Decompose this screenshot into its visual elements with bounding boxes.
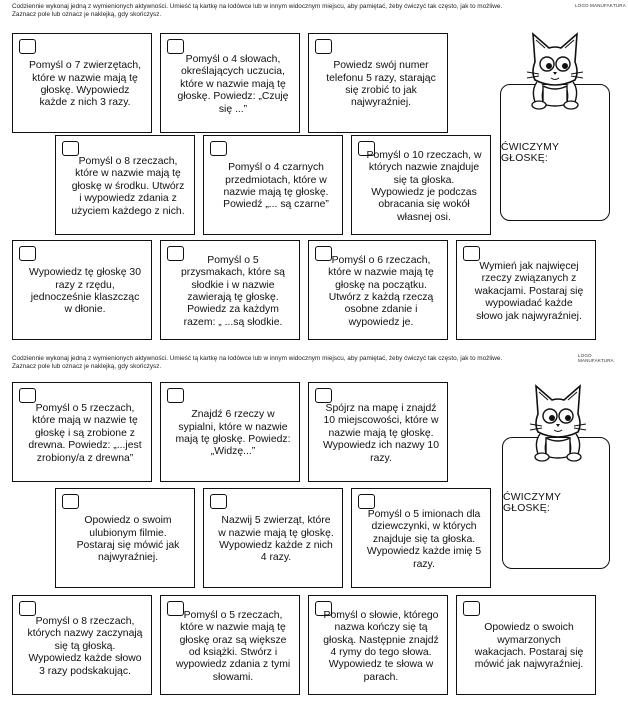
activity-card — [456, 595, 596, 695]
activity-text: Opowiedz o swoim ulubionym filmie. Postaraj się mówić jak najwyraźniej. — [76, 515, 180, 564]
activity-text: Pomyśl o 6 rzeczach, które w nazwie mają tę głoskę na początku. Utwórz z każdą rzeczą osobne zdanie i wypowiedz je. — [328, 254, 434, 328]
activity-text: Znajdź 6 rzeczy w sypialni, które w nazwie mają tę głoskę. Powiedz: „Widzę...” — [175, 409, 291, 458]
instructions — [12, 355, 572, 371]
activity-card — [12, 240, 152, 340]
activity-text: Pomyśl o 5 imionach dla dziewczynki, w których znajduje się ta głoska. Wypowiedz każde imię 5 razy. — [366, 508, 482, 570]
activity-text: Pomyśl o 5 rzeczach, które mają w nazwie tę głoskę i są zrobione z drewna. Powiedz: „...jest zrobiony/a z drewna” — [28, 402, 142, 464]
activity-text: Nazwij 5 zwierząt, które w nazwie mają tę głoskę. Wypowiedz każde z nich 4 razy. — [218, 515, 334, 564]
instruction-line: Codziennie wykonaj jedną z wymienionych aktywności. Umieść tą kartkę na lodówce lub w innym widocznym miejscu, aby pamiętać, żeby ćwiczyć tak często, jak to możliwe. — [12, 355, 503, 362]
badge-title: ĆWICZYMY GŁOSKĘ: — [503, 492, 561, 514]
instruction-line: Zaznacz pole lub oznacz je naklejką, gdy skończysz. — [12, 363, 162, 370]
activity-text: Pomyśl o 4 słowach, określających uczucia, które w nazwie mają tę głoskę. Powiedz: „Czuję się ...” — [177, 53, 289, 115]
activity-card — [203, 488, 343, 588]
logo-text: LOGO MANUFAKTURA — [578, 353, 614, 363]
activity-text: Pomyśl o 8 rzeczach, które w nazwie mają tę głoskę w środku. Utwórz i wypowiedz zdania z użyciem każdego z nich. — [71, 155, 185, 217]
activity-card — [160, 382, 300, 482]
activity-text: Opowiedz o swoich wymarzonych wakacjach. Postaraj się mówić jak najwyraźniej. — [474, 622, 584, 671]
instructions — [12, 3, 572, 19]
logo-text: LOGO MANUFAKTURA — [575, 3, 626, 8]
activity-card — [308, 595, 448, 695]
activity-card — [456, 240, 596, 340]
activity-card — [160, 33, 300, 133]
activity-text: Wymień jak najwięcej rzeczy związanych z wakacjami. Postaraj się wypowiadać każde słowo jak najwyraźniej. — [474, 260, 584, 322]
cat-icon — [521, 28, 589, 114]
activity-card — [12, 595, 152, 695]
activity-card — [55, 135, 195, 235]
activity-card — [351, 135, 491, 235]
badge-title: ĆWICZYMY GŁOSKĘ: — [501, 141, 559, 164]
activity-text: Pomyśl o 8 rzeczach, których nazwy zaczynają się tą głoską. Wypowiedz każde słowo 3 razy podskakując. — [27, 615, 143, 677]
activity-text: Pomyśl o 7 zwierzętach, które w nazwie mają tę głoskę. Wypowiedz każde z nich 3 razy. — [28, 60, 142, 109]
activity-text: Pomyśl o 5 rzeczach, które w nazwie mają tę głoskę oraz są większe od książki. Stwórz i wypowiedz zdania z tymi słowami. — [175, 609, 291, 683]
activity-card — [308, 33, 448, 133]
activity-text: Spójrz na mapę i znajdź 10 miejscowości, które w nazwie mają tę głoskę. Wypowiedz ich nazwy 10 razy. — [323, 402, 439, 464]
activity-card — [55, 488, 195, 588]
activity-card — [308, 382, 448, 482]
activity-card — [160, 240, 300, 340]
activity-card — [308, 240, 448, 340]
instruction-line: Codziennie wykonaj jedną z wymienionych aktywności. Umieść tą kartkę na lodówce lub w innym widocznym miejscu, aby pamiętać, żeby ćwiczyć tak często, jak to możliwe. — [12, 3, 503, 10]
activity-card — [203, 135, 343, 235]
activity-card — [160, 595, 300, 695]
activity-text: Pomyśl o słowie, którego nazwa kończy się tą głoską. Następnie znajdź 4 rymy do tego słowa. Wypowiedz te słowa w parach. — [323, 609, 439, 683]
activity-card — [351, 488, 491, 588]
activity-text: Wypowiedz tę głoskę 30 razy z rzędu, jednocześnie klaszcząc w dłonie. — [29, 267, 141, 316]
activity-card — [12, 33, 152, 133]
activity-card — [12, 382, 152, 482]
activity-text: Pomyśl o 10 rzeczach, w których nazwie znajduje się ta głoska. Wypowiedz je podczas obracania się wokół własnej osi. — [366, 149, 482, 223]
activity-text: Pomyśl o 4 czarnych przedmiotach, które w nazwie mają tę głoskę. Powiedź „... są czarne” — [223, 162, 329, 211]
instruction-line: Zaznacz pole lub oznacz je naklejką, gdy skończysz. — [12, 11, 162, 18]
cat-icon — [524, 380, 592, 466]
activity-text: Powiedz swój numer telefonu 5 razy, starając się zrobić to jak najwyraźniej. — [326, 60, 436, 109]
activity-text: Pomyśl o 5 przysmakach, które są słodkie i w nazwie zawierają tę głoskę. Powiedz za każdym razem: „ ...są słodkie. — [181, 254, 285, 328]
